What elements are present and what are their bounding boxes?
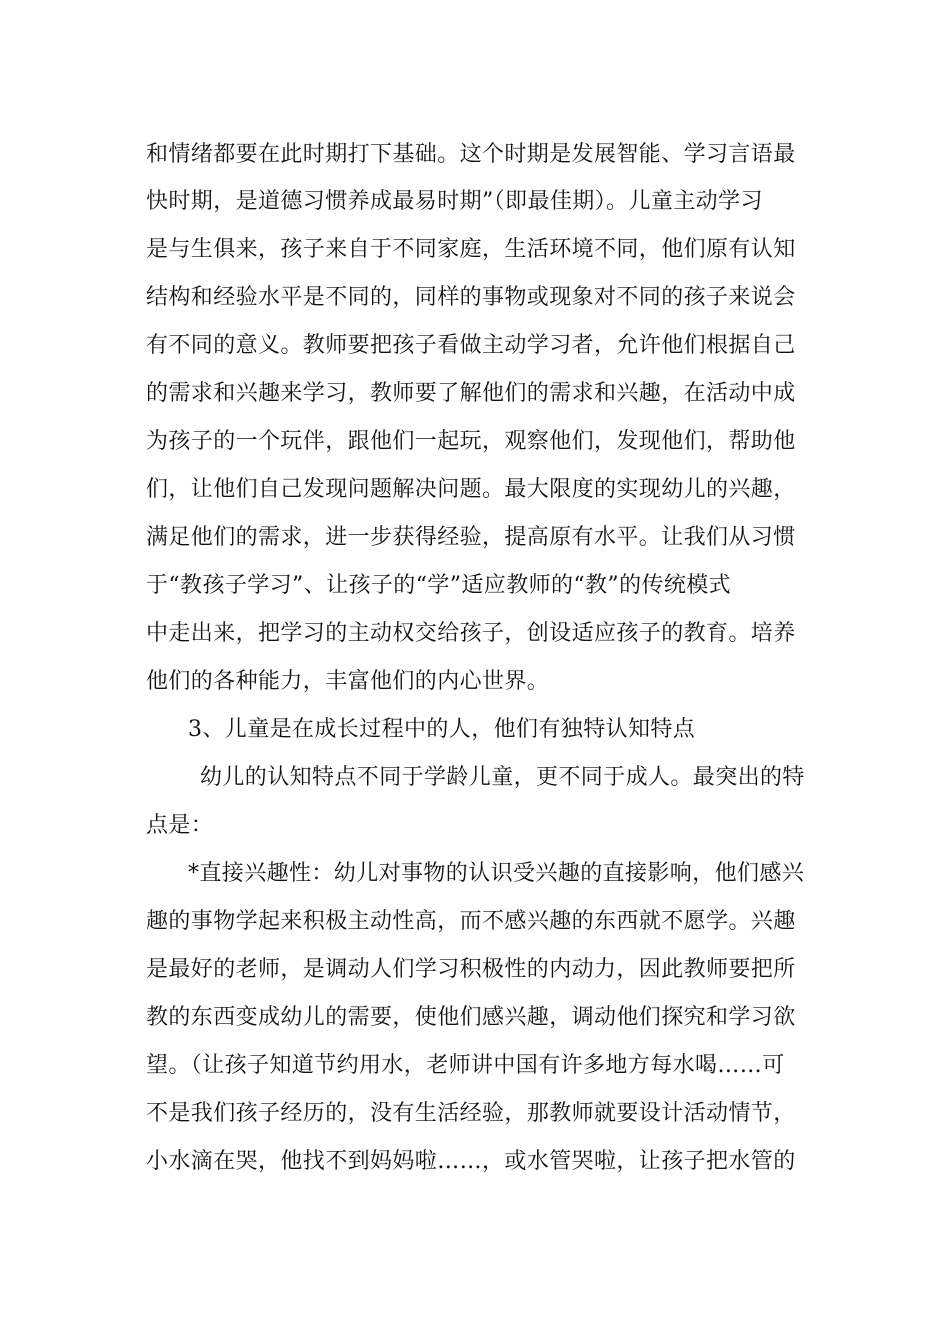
text-line: 教的东西变成幼儿的需要，使他们感兴趣，调动他们探究和学习欲 — [146, 1005, 796, 1030]
text-line: 的需求和兴趣来学习，教师要了解他们的需求和兴趣，在活动中成 — [146, 381, 796, 406]
text-line: 们，让他们自己发现问题解决问题。最大限度的实现幼儿的兴趣， — [146, 477, 796, 502]
text-line: 于“教孩子学习”、让孩子的“学”适应教师的“教”的传统模式 — [146, 573, 732, 598]
text-line: 小水滴在哭，他找不到妈妈啦……，或水管哭啦，让孩子把水管的 — [146, 1149, 796, 1174]
section-heading: 3、儿童是在成长过程中的人，他们有独特认知特点 — [188, 717, 696, 742]
text-line: 为孩子的一个玩伴，跟他们一起玩，观察他们，发现他们，帮助他 — [146, 429, 796, 454]
text-line: 和情绪都要在此时期打下基础。这个时期是发展智能、学习言语最 — [146, 142, 796, 167]
text-line: 他们的各种能力，丰富他们的内心世界。 — [146, 669, 550, 694]
text-line: 中走出来，把学习的主动权交给孩子，创设适应孩子的教育。培养 — [146, 621, 796, 646]
text-line: 望。（让孩子知道节约用水，老师讲中国有许多地方每水喝……可 — [146, 1053, 785, 1078]
text-line: 结构和经验水平是不同的，同样的事物或现象对不同的孩子来说会 — [146, 285, 796, 310]
text-line: 点是： — [146, 813, 214, 838]
text-line: 是与生俱来，孩子来自于不同家庭，生活环境不同，他们原有认知 — [146, 237, 796, 262]
text-line: 幼儿的认知特点不同于学龄儿童，更不同于成人。最突出的特 — [200, 765, 805, 790]
text-line: 不是我们孩子经历的，没有生活经验，那教师就要设计活动情节， — [146, 1101, 796, 1126]
text-line: 快时期，是道德习惯养成最易时期”（即最佳期）。儿童主动学习 — [146, 189, 763, 214]
text-line: 满足他们的需求，进一步获得经验，提高原有水平。让我们从习惯 — [146, 525, 796, 550]
text-line: 趣的事物学起来积极主动性高，而不感兴趣的东西就不愿学。兴趣 — [146, 909, 796, 934]
text-line: *直接兴趣性：幼儿对事物的认识受兴趣的直接影响，他们感兴 — [188, 861, 805, 886]
text-line: 有不同的意义。教师要把孩子看做主动学习者，允许他们根据自己 — [146, 333, 796, 358]
text-line: 是最好的老师，是调动人们学习积极性的内动力，因此教师要把所 — [146, 957, 796, 982]
